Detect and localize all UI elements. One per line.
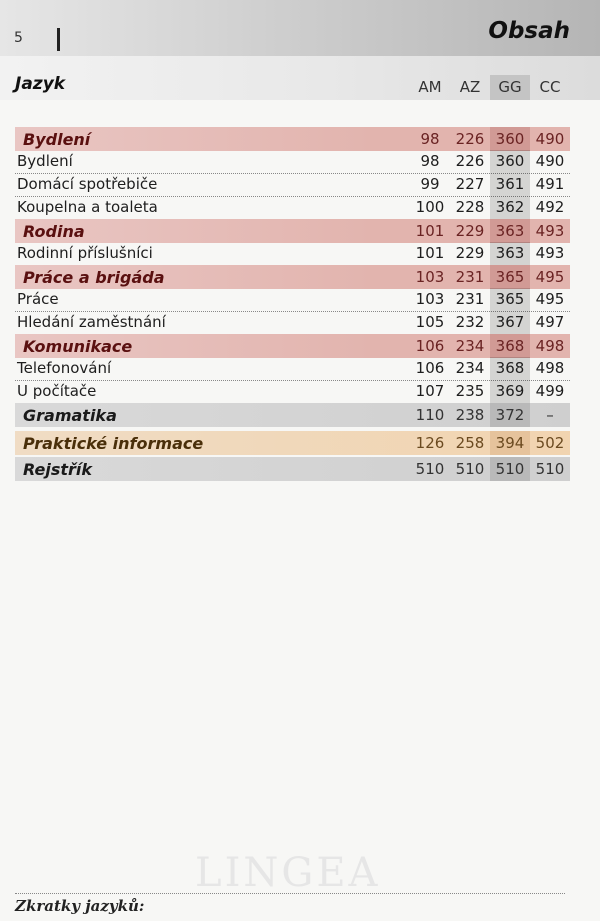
page-ref-cc: 492 [535, 198, 565, 216]
page-ref-am: 103 [415, 290, 445, 308]
page-ref-gg: 365 [490, 288, 530, 311]
page-ref-az: 232 [455, 313, 485, 331]
header-divider [57, 28, 60, 51]
page-ref-am: 101 [415, 222, 445, 240]
page-ref-am: 101 [415, 244, 445, 262]
table-row [15, 288, 570, 312]
page-ref-cc: 497 [535, 313, 565, 331]
table-row [15, 173, 570, 197]
topic-label: Hledání zaměstnání [17, 313, 166, 331]
column-header-cc: CC [539, 78, 561, 96]
table-row [15, 150, 570, 174]
footer-divider [15, 893, 565, 894]
table-row [15, 196, 570, 220]
page-ref-gg: 368 [490, 357, 530, 380]
section-row [15, 457, 570, 481]
section-title: Bydlení [23, 130, 91, 149]
page-ref-cc: 491 [535, 175, 565, 193]
page-ref-cc: 493 [535, 222, 565, 240]
page-ref-az: 235 [455, 382, 485, 400]
page-ref-gg: 363 [490, 242, 530, 265]
topic-label: Telefonování [17, 359, 112, 377]
page-ref-az: 231 [455, 290, 485, 308]
column-header-gg: GG [490, 75, 530, 100]
page-ref-cc: 493 [535, 244, 565, 262]
publisher-watermark: LINGEA [195, 850, 381, 896]
page-ref-az: 226 [455, 152, 485, 170]
page-ref-gg: 362 [490, 196, 530, 219]
topic-label: Rodinní příslušníci [17, 244, 153, 262]
page-ref-gg: 369 [490, 380, 530, 403]
section-row [15, 219, 570, 243]
page-ref-gg: 363 [490, 219, 530, 243]
page-ref-az: 234 [455, 337, 485, 355]
page-ref-gg: 361 [490, 173, 530, 196]
page-ref-az: 229 [455, 244, 485, 262]
page-ref-cc: 499 [535, 382, 565, 400]
page-ref-az: 258 [455, 434, 485, 452]
page-header [0, 0, 600, 56]
topic-label: Bydlení [17, 152, 73, 170]
section-row [15, 431, 570, 455]
page-ref-az: 510 [455, 460, 485, 478]
topic-label: Práce [17, 290, 59, 308]
section-title: Praktické informace [23, 434, 204, 453]
page-ref-am: 100 [415, 198, 445, 216]
section-row [15, 265, 570, 289]
page-ref-cc: 490 [535, 152, 565, 170]
page-ref-az: 229 [455, 222, 485, 240]
column-header-az: AZ [459, 78, 481, 96]
page-ref-cc: – [546, 406, 554, 424]
page-ref-cc: 495 [535, 268, 565, 286]
table-row [15, 311, 570, 335]
table-row [15, 357, 570, 381]
page-ref-am: 106 [415, 359, 445, 377]
page-ref-am: 98 [420, 152, 440, 170]
page-ref-am: 105 [415, 313, 445, 331]
page-ref-az: 226 [455, 130, 485, 148]
page-ref-az: 234 [455, 359, 485, 377]
section-title: Gramatika [23, 406, 117, 425]
page-ref-am: 510 [415, 460, 445, 478]
topic-label: Domácí spotřebiče [17, 175, 158, 193]
page-ref-gg: 510 [490, 457, 530, 481]
language-abbreviations-label: Zkratky jazyků: [15, 897, 145, 915]
column-header-am: AM [418, 78, 442, 96]
page-number: 5 [14, 30, 23, 46]
page-ref-gg: 394 [490, 431, 530, 455]
section-row [15, 403, 570, 427]
page-ref-cc: 490 [535, 130, 565, 148]
page-title: Obsah [488, 18, 570, 44]
page-ref-gg: 360 [490, 150, 530, 173]
page-ref-gg: 368 [490, 334, 530, 358]
page-ref-az: 238 [455, 406, 485, 424]
topic-label: Koupelna a toaleta [17, 198, 158, 216]
page-ref-gg: 365 [490, 265, 530, 289]
page-ref-az: 231 [455, 268, 485, 286]
page-ref-am: 98 [420, 130, 440, 148]
page-ref-gg: 367 [490, 311, 530, 334]
page-ref-am: 107 [415, 382, 445, 400]
page-ref-am: 106 [415, 337, 445, 355]
section-title: Rodina [23, 222, 85, 241]
page-ref-az: 228 [455, 198, 485, 216]
topic-label: U počítače [17, 382, 97, 400]
page-ref-cc: 510 [535, 460, 565, 478]
language-column-label: Jazyk [15, 74, 66, 94]
page-ref-am: 103 [415, 268, 445, 286]
section-title: Komunikace [23, 337, 133, 356]
page-ref-az: 227 [455, 175, 485, 193]
table-row [15, 242, 570, 266]
page-ref-am: 110 [415, 406, 445, 424]
section-title: Práce a brigáda [23, 268, 165, 287]
section-row [15, 334, 570, 358]
table-row [15, 380, 570, 404]
page-ref-cc: 495 [535, 290, 565, 308]
page-ref-cc: 502 [535, 434, 565, 452]
section-title: Rejstřík [23, 460, 93, 479]
page-ref-am: 99 [420, 175, 440, 193]
page-ref-cc: 498 [535, 359, 565, 377]
page-ref-gg: 372 [490, 403, 530, 427]
page-ref-cc: 498 [535, 337, 565, 355]
page-ref-gg: 360 [490, 127, 530, 151]
section-row [15, 127, 570, 151]
page-ref-am: 126 [415, 434, 445, 452]
